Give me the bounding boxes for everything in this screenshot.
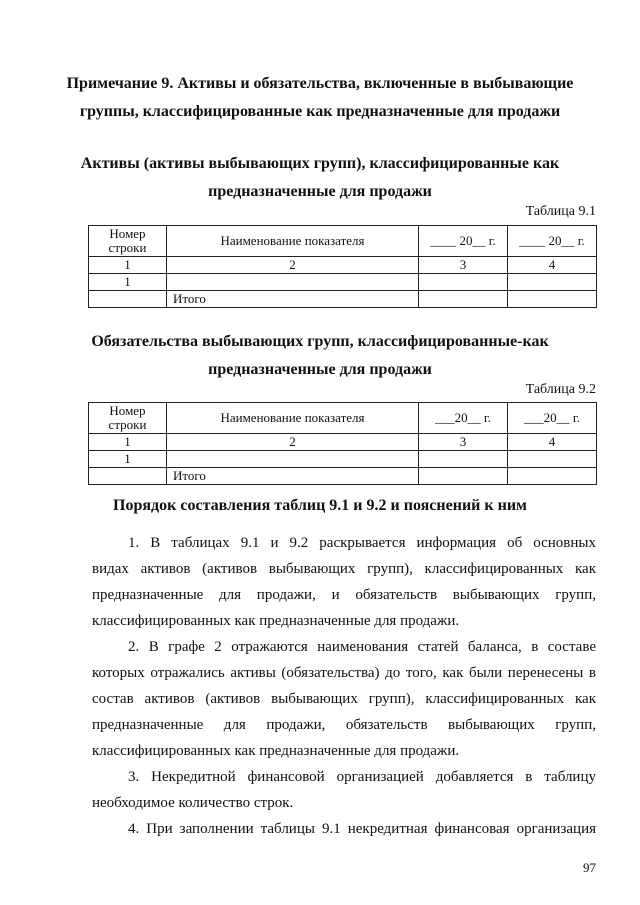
column-numbers-row: [89, 434, 597, 451]
header-period-1: ___20__ г.: [419, 403, 508, 434]
row-number: [89, 291, 167, 308]
row-value: [419, 468, 508, 485]
paragraph-2: [92, 634, 596, 764]
header-indicator-name: Наименование показателя: [167, 403, 419, 434]
table-header-row: [89, 403, 597, 434]
paragraph-line: состав активов (активов выбывающих групп), классифицированных как: [92, 691, 596, 707]
total-label: Итого: [167, 291, 419, 308]
table-row: [89, 274, 597, 291]
section1-heading: [60, 150, 580, 206]
paragraph-line: классифицированных как предназначенные для продажи.: [92, 743, 460, 759]
note-title-line2: группы, классифицированные как предназначенные для продажи: [79, 103, 561, 120]
column-number: 3: [419, 434, 508, 451]
header-period-2: ____ 20__ г.: [508, 226, 597, 257]
row-value: [508, 468, 597, 485]
paragraph-line: предназначенные для продажи, и обязательств выбывающих групп,: [92, 587, 596, 603]
row-value: [419, 451, 508, 468]
paragraph-line: которых отражались активы (обязательства) до того, как были перенесены в: [92, 665, 596, 681]
header-row-number: Номер строки: [89, 226, 167, 257]
table-header-row: [89, 226, 597, 257]
total-row: [89, 468, 597, 485]
section2-heading: [60, 328, 580, 384]
table-9-1: [88, 225, 597, 308]
row-value: [508, 451, 597, 468]
column-number: 1: [89, 257, 167, 274]
section2-heading-line2: предназначенные для продажи: [208, 361, 432, 378]
row-value: [419, 291, 508, 308]
paragraph-line: 3. Некредитной финансовой организацией добавляется в таблицу: [128, 769, 596, 785]
total-row: [89, 291, 597, 308]
paragraph-line: 2. В графе 2 отражаются наименования статей баланса, в составе: [128, 639, 596, 655]
column-number: 2: [167, 434, 419, 451]
procedure-title: Порядок составления таблиц 9.1 и 9.2 и пояснений к ним: [113, 497, 527, 514]
section1-heading-line2: предназначенные для продажи: [208, 183, 432, 200]
paragraph-line: необходимое количество строк.: [92, 795, 294, 811]
paragraph-1: [92, 530, 596, 634]
total-label: Итого: [167, 468, 419, 485]
column-number: 1: [89, 434, 167, 451]
paragraph-line: видах активов (активов выбывающих групп), классифицированных как: [92, 561, 596, 577]
table-9-1-caption: Таблица 9.1: [525, 204, 596, 219]
page-number: 97: [583, 860, 596, 875]
paragraph-line: 1. В таблицах 9.1 и 9.2 раскрывается информация об основных: [128, 535, 596, 551]
section1-heading-line1: Активы (активы выбывающих групп), классифицированные как: [80, 155, 560, 172]
row-value: [419, 274, 508, 291]
note-title: [60, 70, 580, 126]
column-number: 4: [508, 434, 597, 451]
note-title-line1: Примечание 9. Активы и обязательства, включенные в выбывающие: [66, 75, 574, 92]
column-number: 2: [167, 257, 419, 274]
row-value: [508, 274, 597, 291]
header-indicator-name: Наименование показателя: [167, 226, 419, 257]
section2-heading-line1: Обязательства выбывающих групп, классифицированные-как: [91, 333, 549, 350]
column-number: 4: [508, 257, 597, 274]
table-row: [89, 451, 597, 468]
table-9-2-caption: Таблица 9.2: [525, 382, 596, 397]
header-period-2: ___20__ г.: [508, 403, 597, 434]
row-value: [508, 291, 597, 308]
column-number: 3: [419, 257, 508, 274]
header-row-number: Номер строки: [89, 403, 167, 434]
header-period-1: ____ 20__ г.: [419, 226, 508, 257]
paragraph-4: [92, 816, 596, 842]
row-number: 1: [89, 274, 167, 291]
paragraph-line: классифицированных как предназначенные для продажи.: [92, 613, 460, 629]
paragraph-3: [92, 764, 596, 816]
row-number: [89, 468, 167, 485]
row-number: 1: [89, 451, 167, 468]
table-9-2: [88, 402, 597, 485]
row-name: [167, 274, 419, 291]
paragraph-line: предназначенные для продажи, обязательств выбывающих групп,: [92, 717, 596, 733]
column-numbers-row: [89, 257, 597, 274]
row-name: [167, 451, 419, 468]
paragraph-line: 4. При заполнении таблицы 9.1 некредитная финансовая организация: [128, 821, 596, 837]
